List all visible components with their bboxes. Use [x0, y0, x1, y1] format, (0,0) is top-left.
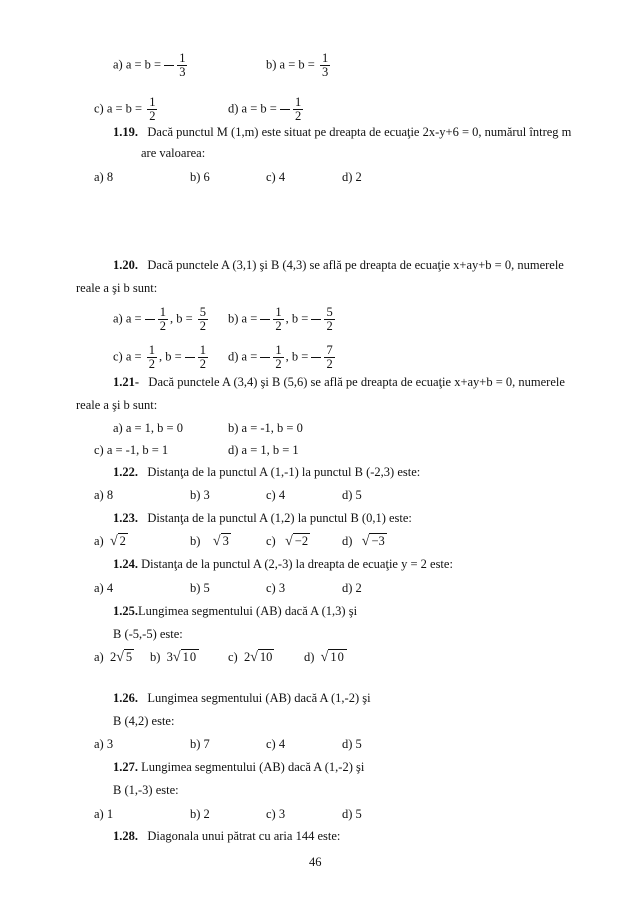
- denominator: 2: [326, 357, 333, 371]
- top-option-d: [228, 96, 305, 123]
- question-number: 1.27.: [113, 760, 138, 774]
- minus-sign: [145, 319, 155, 320]
- question-text: Lungimea segmentului (AB) dacă A (1,-2) şi: [147, 691, 371, 705]
- numerator: 1: [148, 343, 155, 357]
- denominator: 2: [326, 319, 333, 333]
- page-number: 46: [309, 855, 322, 869]
- separator: , b =: [285, 349, 309, 364]
- coefficient: 3: [166, 650, 173, 664]
- question-number: 1.23.: [113, 511, 138, 525]
- fraction: [324, 344, 334, 371]
- question-number: 1.26.: [113, 691, 138, 705]
- option-b: [228, 306, 337, 333]
- radicand: −2: [294, 534, 309, 548]
- minus-sign: [311, 357, 321, 358]
- question-1-28: [113, 828, 340, 844]
- question-text-cont: reale a şi b sunt:: [76, 398, 158, 412]
- question-text: Lungimea segmentului (AB) dacă A (1,3) şi: [138, 604, 358, 618]
- denominator: 2: [199, 357, 206, 371]
- option-label: a) a =: [113, 311, 142, 326]
- denominator: 2: [275, 319, 282, 333]
- radicand: −3: [371, 534, 385, 548]
- question-text-cont: reale a şi b sunt:: [76, 281, 158, 295]
- radicand: 10: [182, 650, 198, 664]
- denominator: 2: [294, 109, 302, 123]
- option-label: b) a =: [228, 311, 258, 326]
- option-b: [150, 649, 199, 666]
- top-option-c: [94, 96, 159, 123]
- numerator: 1: [159, 305, 166, 319]
- square-root: √ 3: [212, 534, 229, 549]
- option-label: a): [94, 650, 104, 664]
- numerator: 1: [275, 343, 282, 357]
- fraction: [147, 96, 157, 123]
- question-text-cont: B (4,2) este:: [113, 714, 175, 728]
- question-number: 1.21-: [113, 375, 140, 389]
- numerator: 1: [149, 95, 156, 109]
- numerator: 1: [294, 95, 302, 109]
- numerator: 5: [326, 305, 333, 319]
- option-label: d) a = b =: [228, 101, 277, 116]
- option-d: [304, 649, 347, 666]
- square-root: √ −2: [285, 534, 309, 549]
- denominator: 2: [149, 109, 156, 123]
- option-d: d) 2: [342, 170, 362, 184]
- question-number: 1.28.: [113, 829, 138, 843]
- option-c: [228, 649, 274, 666]
- square-root: √ −3: [361, 534, 385, 549]
- separator: , b =: [285, 311, 309, 326]
- option-a: a) a = 1, b = 0: [113, 421, 183, 435]
- fraction: [273, 306, 283, 333]
- question-1-21: [113, 374, 565, 390]
- question-text: Distanţa de la punctul A (2,-3) la dreapta de ecuaţie y = 2 este:: [141, 557, 453, 571]
- option-c: c) 4: [266, 488, 286, 502]
- coefficient: 2: [243, 650, 251, 664]
- question-1-27: [113, 759, 364, 775]
- denominator: 3: [179, 65, 186, 79]
- question-1-20: [113, 257, 564, 273]
- radicand: 2: [119, 534, 126, 548]
- denominator: 2: [275, 357, 282, 371]
- question-text-cont: are valoarea:: [141, 146, 206, 160]
- denominator: 3: [321, 65, 329, 79]
- question-1-25: [113, 603, 357, 619]
- question-number: 1.20.: [113, 258, 138, 272]
- option-c: [266, 533, 310, 550]
- numerator: 1: [199, 343, 206, 357]
- top-option-a: [113, 52, 189, 79]
- minus-sign: [164, 65, 174, 66]
- numerator: 1: [275, 305, 282, 319]
- option-a: a) 8: [94, 488, 114, 502]
- minus-sign: [260, 357, 270, 358]
- option-d: d) 5: [342, 488, 362, 502]
- radicand: 5: [125, 650, 133, 664]
- question-1-23: [113, 510, 412, 526]
- question-number: 1.25.: [113, 604, 138, 618]
- option-label: c): [228, 650, 238, 664]
- radicand: 10: [330, 650, 345, 664]
- option-label: c): [266, 534, 276, 548]
- fraction: [273, 344, 283, 371]
- question-1-19: [113, 124, 571, 140]
- option-d: [342, 533, 387, 550]
- question-text: Distanţa de la punctul A (1,-1) la punctul B (-2,3) este:: [147, 465, 421, 479]
- minus-sign: [280, 109, 290, 110]
- numerator: 5: [199, 305, 206, 319]
- fraction: [198, 344, 208, 371]
- option-a: a) 4: [94, 581, 114, 595]
- option-b: b) 7: [190, 737, 210, 751]
- option-b: b) a = -1, b = 0: [228, 421, 303, 435]
- question-text: Lungimea segmentului (AB) dacă A (1,-2) şi: [141, 760, 365, 774]
- question-text: Dacă punctele A (3,1) şi B (4,3) se află pe dreapta de ecuaţie x+ay+b = 0, numerele: [147, 258, 564, 272]
- fraction: [198, 306, 208, 333]
- option-label: c) a = b =: [94, 101, 143, 116]
- fraction: [158, 306, 168, 333]
- option-b: b) 3: [190, 488, 210, 502]
- question-number: 1.22.: [113, 465, 138, 479]
- minus-sign: [185, 357, 195, 358]
- minus-sign: [311, 319, 321, 320]
- option-label: d): [304, 650, 315, 664]
- option-label: a) a = b =: [113, 57, 162, 72]
- question-text-cont: B (-5,-5) este:: [113, 627, 183, 641]
- option-label: b): [150, 650, 161, 664]
- option-a: [113, 306, 210, 333]
- option-b: b) 5: [190, 581, 210, 595]
- square-root: √ 5: [116, 650, 133, 665]
- option-b: [190, 533, 231, 550]
- coefficient: 2: [109, 650, 117, 664]
- option-a: [94, 649, 134, 666]
- numerator: 7: [326, 343, 333, 357]
- option-d: d) a = 1, b = 1: [228, 443, 299, 457]
- question-text-cont: B (1,-3) este:: [113, 783, 179, 797]
- option-label: b): [190, 534, 201, 548]
- separator: , b =: [169, 311, 193, 326]
- option-a: a) 8: [94, 170, 114, 184]
- option-c: c) 3: [266, 807, 286, 821]
- radicand: 10: [259, 650, 273, 664]
- option-d: d) 2: [342, 581, 362, 595]
- question-text: Dacă punctul M (1,m) este situat pe dreapta de ecuaţie 2x-y+6 = 0, numărul întreg m: [147, 125, 572, 139]
- option-label: b) a = b =: [266, 57, 315, 72]
- question-1-26: [113, 690, 371, 706]
- question-text: Distanţa de la punctul A (1,2) la punctul B (0,1) este:: [147, 511, 412, 525]
- option-b: b) 2: [190, 807, 210, 821]
- radicand: 3: [222, 534, 229, 548]
- denominator: 2: [159, 319, 166, 333]
- option-label: d): [342, 534, 353, 548]
- option-d: d) 5: [342, 807, 362, 821]
- fraction: [177, 52, 187, 79]
- fraction: [147, 344, 157, 371]
- question-text: Dacă punctele A (3,4) şi B (5,6) se află pe dreapta de ecuaţie x+ay+b = 0, numerele: [148, 375, 565, 389]
- square-root: √ 10: [320, 650, 345, 665]
- option-d: [228, 344, 337, 371]
- numerator: 1: [321, 51, 329, 65]
- minus-sign: [260, 319, 270, 320]
- denominator: 2: [199, 319, 206, 333]
- separator: , b =: [158, 349, 182, 364]
- fraction: [320, 52, 330, 79]
- option-c: c) 3: [266, 581, 286, 595]
- top-option-b: [266, 52, 332, 79]
- fraction: [324, 306, 334, 333]
- option-label: d) a =: [228, 349, 258, 364]
- option-c: c) a = -1, b = 1: [94, 443, 169, 457]
- option-a: a) 1: [94, 807, 114, 821]
- option-c: c) 4: [266, 737, 286, 751]
- question-number: 1.19.: [113, 125, 138, 139]
- option-a: a) 3: [94, 737, 114, 751]
- square-root: √ 10: [250, 650, 273, 665]
- square-root: √ 2: [109, 534, 126, 549]
- option-d: d) 5: [342, 737, 362, 751]
- option-a: [94, 533, 128, 550]
- question-1-24: [113, 556, 453, 572]
- fraction: [293, 96, 303, 123]
- option-c: c) 4: [266, 170, 286, 184]
- numerator: 1: [179, 51, 186, 65]
- question-text: Diagonala unui pătrat cu aria 144 este:: [147, 829, 341, 843]
- option-b: b) 6: [190, 170, 210, 184]
- question-1-22: [113, 464, 420, 480]
- question-number: 1.24.: [113, 557, 138, 571]
- denominator: 2: [148, 357, 155, 371]
- option-c: [113, 344, 210, 371]
- option-label: a): [94, 534, 104, 548]
- option-label: c) a =: [113, 349, 142, 364]
- square-root: √ 10: [172, 650, 198, 665]
